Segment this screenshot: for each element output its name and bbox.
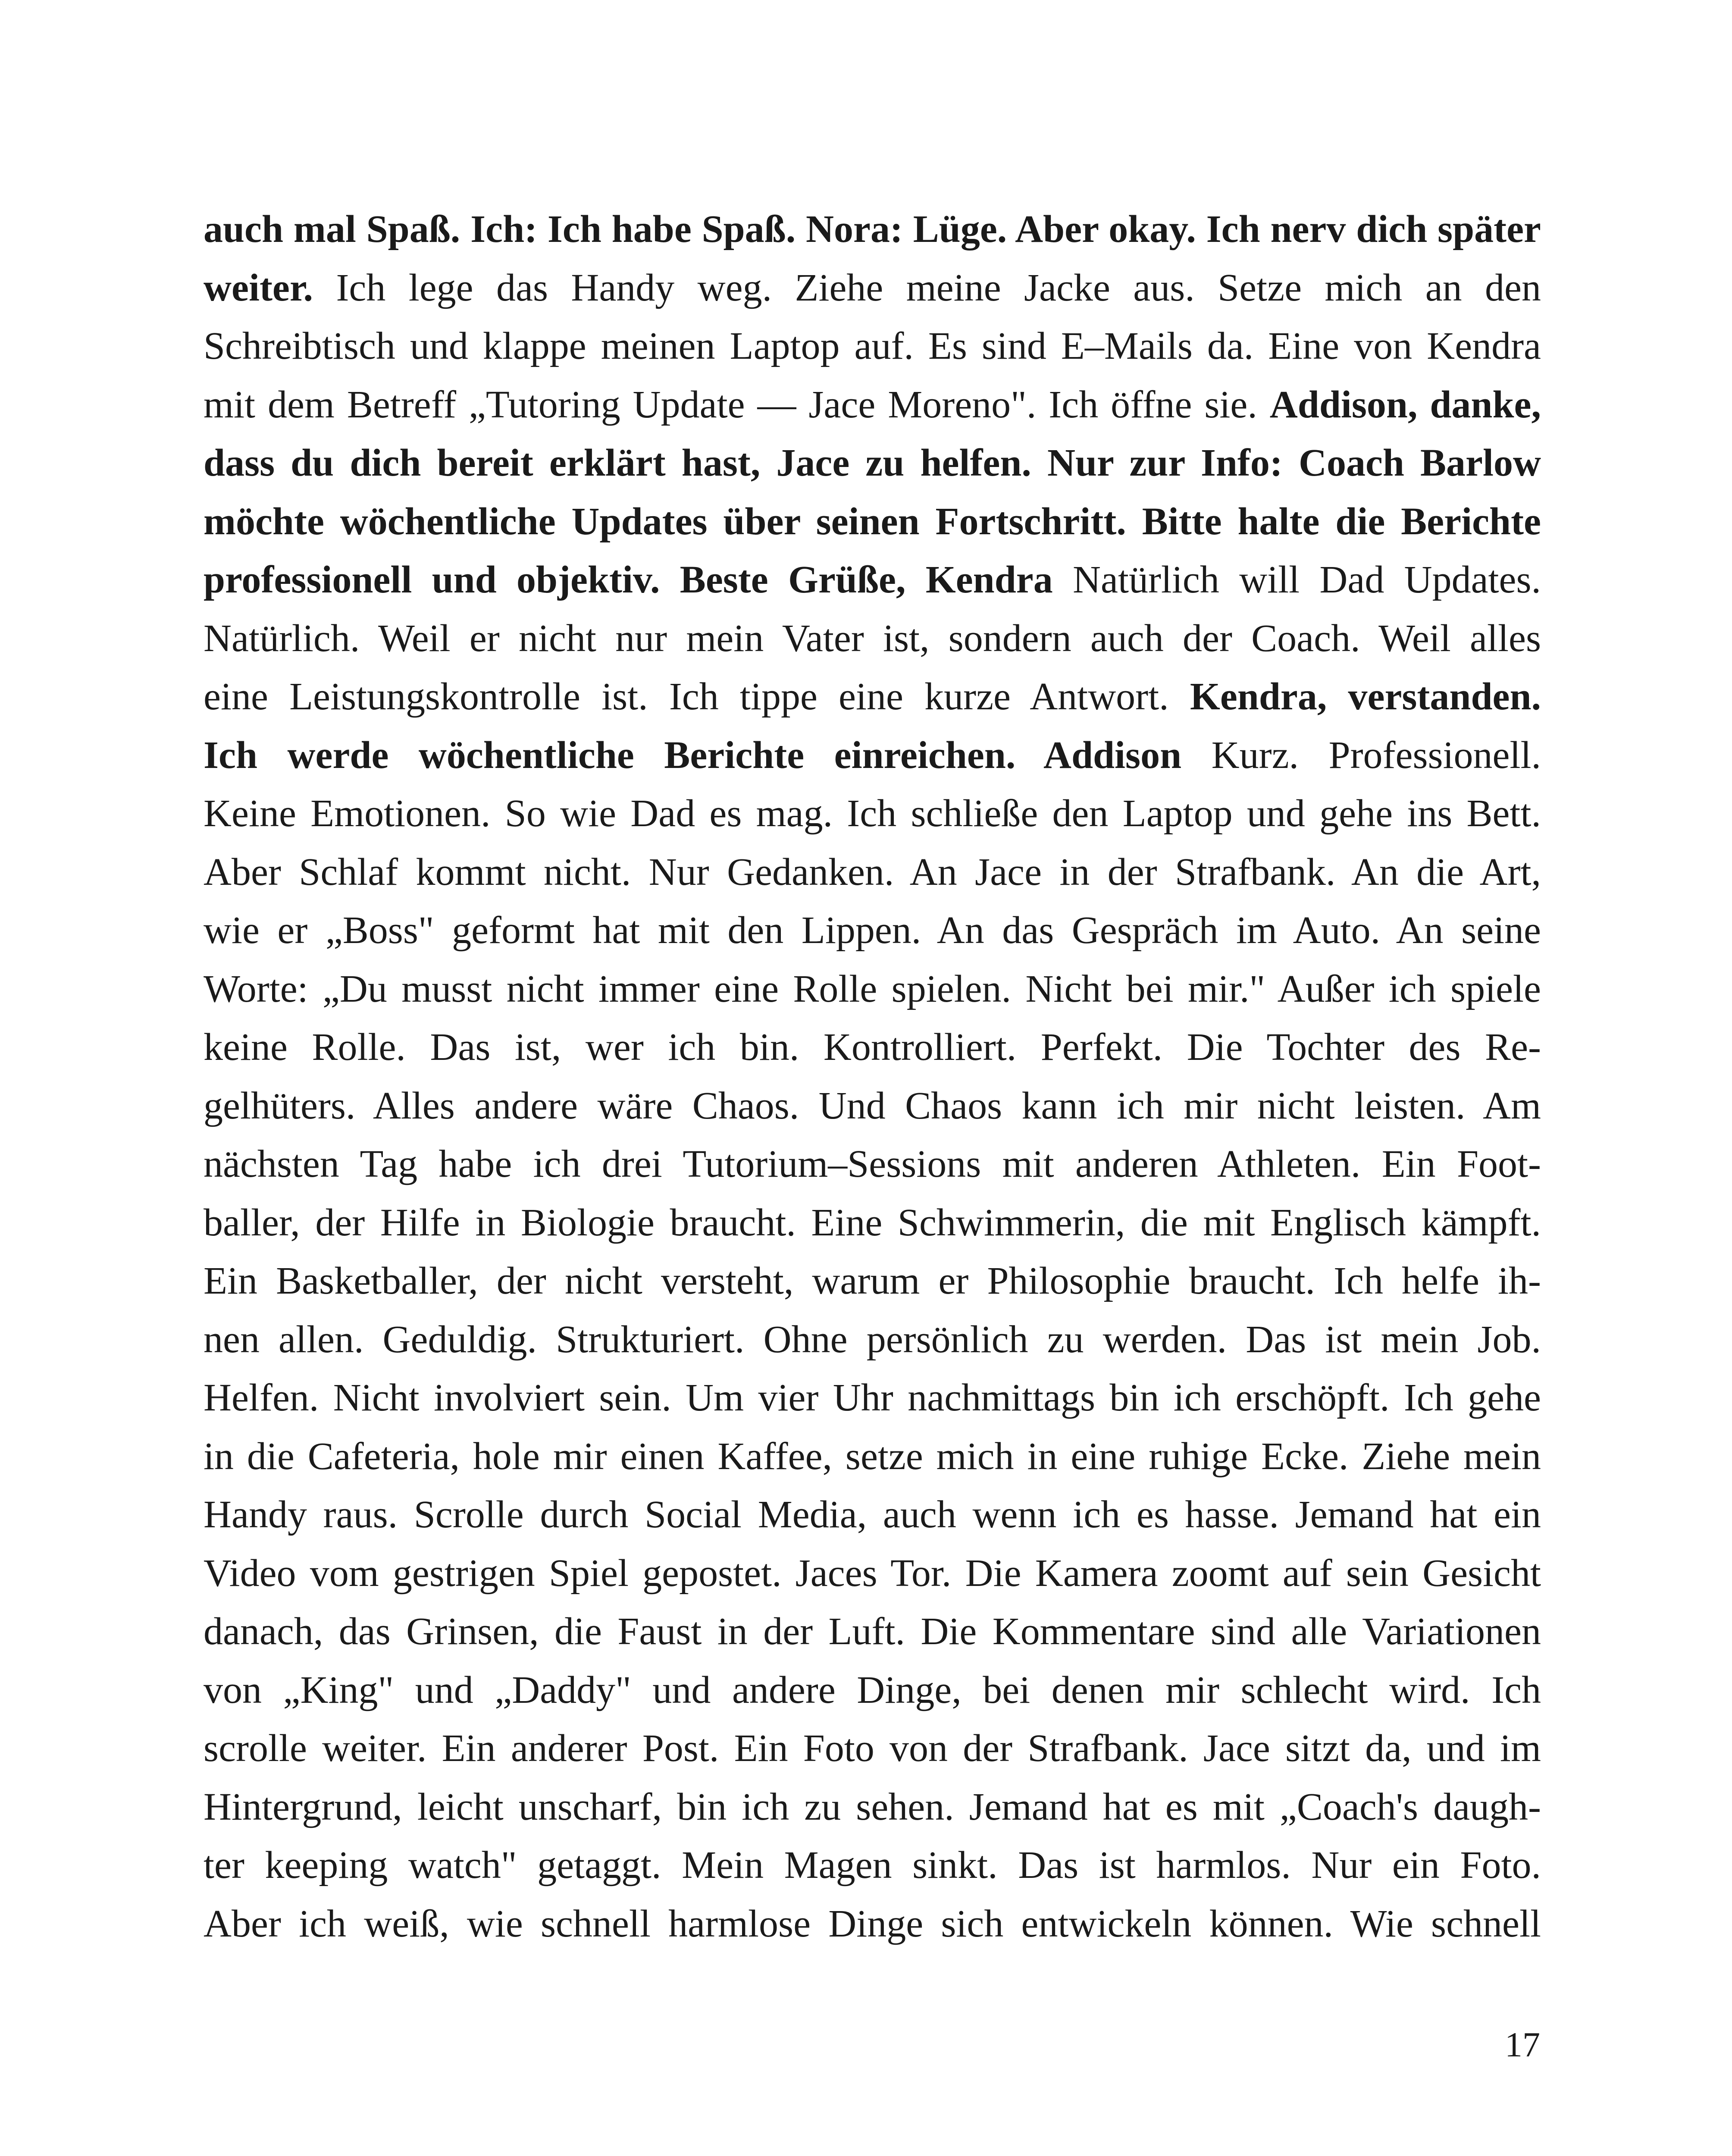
text-line [204, 1252, 1541, 1310]
page-number: 17 [1505, 2025, 1540, 2064]
text-segment: Aber ich weiß, wie schnell harmlose Dinge sich entwickeln können. Wie schnell [204, 1902, 1541, 1945]
text-line [204, 1194, 1541, 1252]
text-line [204, 1427, 1541, 1486]
text-segment: Aber Schlaf kommt nicht. Nur Gedanken. An Jace in der Strafbank. An die Art, [204, 850, 1541, 893]
text-line [204, 784, 1541, 843]
text-segment: Video vom gestrigen Spiel gepostet. Jaces Tor. Die Kamera zoomt auf sein Gesicht [204, 1551, 1541, 1595]
text-line [204, 551, 1541, 609]
bold-text-segment: professionell und objektiv. Beste Grüße, Kendra [204, 558, 1053, 601]
text-line [204, 1895, 1541, 1953]
text-segment: Natürlich will Dad Updates. [1052, 558, 1541, 601]
text-line [204, 1719, 1541, 1778]
text-segment: von „King" und „Daddy" und andere Dinge, bei denen mir schlecht wird. Ich [204, 1668, 1541, 1711]
text-line [204, 1778, 1541, 1836]
text-segment: in die Cafeteria, hole mir einen Kaffee, setze mich in eine ruhige Ecke. Ziehe mein [204, 1435, 1541, 1478]
text-line [204, 1602, 1541, 1661]
text-segment: nen allen. Geduldig. Strukturiert. Ohne persönlich zu werden. Das ist mein Job. [204, 1318, 1541, 1361]
text-segment: ter keeping watch" getaggt. Mein Magen sinkt. Das ist harmlos. Nur ein Foto. [204, 1844, 1541, 1887]
text-line [204, 492, 1541, 551]
text-segment: nächsten Tag habe ich drei Tutorium–Sessions mit anderen Athleten. Ein Foot- [204, 1143, 1541, 1185]
bold-text-segment: dass du dich bereit erklärt hast, Jace zu helfen. Nur zur Info: Coach Barlow [204, 442, 1541, 484]
text-line [204, 1836, 1541, 1895]
text-segment: danach, das Grinsen, die Faust in der Luft. Die Kommentare sind alle Variationen [204, 1610, 1541, 1653]
text-line [204, 1661, 1541, 1720]
text-segment: Helfen. Nicht involviert sein. Um vier Uhr nachmittags bin ich erschöpft. Ich gehe [204, 1376, 1541, 1419]
text-segment: scrolle weiter. Ein anderer Post. Ein Foto von der Strafbank. Jace sitzt da, und im [204, 1727, 1541, 1770]
bold-text-segment: Kendra, verstanden. [1190, 675, 1541, 718]
text-segment: baller, der Hilfe in Biologie braucht. Eine Schwimmerin, die mit Englisch kämpft. [204, 1201, 1541, 1244]
text-segment: Handy raus. Scrolle durch Social Media, auch wenn ich es hasse. Jemand hat ein [204, 1493, 1541, 1536]
text-line [204, 376, 1541, 434]
text-line [204, 901, 1541, 960]
bold-text-segment: Ich werde wöchentliche Berichte einreichen. Addison [204, 733, 1182, 777]
text-line [204, 434, 1541, 492]
text-line [204, 317, 1541, 376]
bold-text-segment: Addison, danke, [1269, 383, 1541, 426]
text-line [204, 1077, 1541, 1135]
text-segment: Kurz. Professionell. [1181, 733, 1541, 777]
text-line [204, 1310, 1541, 1369]
text-line [204, 960, 1541, 1018]
text-segment: Natürlich. Weil er nicht nur mein Vater ist, sondern auch der Coach. Weil alles [204, 617, 1541, 660]
text-segment: wie er „Boss" geformt hat mit den Lippen. An das Gespräch im Auto. An seine [204, 909, 1541, 952]
text-line [204, 667, 1541, 726]
body-text [204, 200, 1541, 2002]
text-segment: keine Rolle. Das ist, wer ich bin. Kontrolliert. Perfekt. Die Tochter des Re- [204, 1026, 1541, 1069]
text-segment: Schreibtisch und klappe meinen Laptop auf. Es sind E–Mails da. Eine von Kendra [204, 325, 1541, 367]
text-line [204, 1544, 1541, 1603]
text-line [204, 609, 1541, 668]
text-line [204, 1369, 1541, 1427]
text-segment: eine Leistungskontrolle ist. Ich tippe eine kurze Antwort. [204, 675, 1190, 718]
text-line [204, 1135, 1541, 1194]
text-segment: Ich lege das Handy weg. Ziehe meine Jacke aus. Setze mich an den [313, 266, 1541, 309]
text-line [204, 843, 1541, 902]
text-line [204, 726, 1541, 785]
text-line [204, 200, 1541, 259]
text-segment: gelhüters. Alles andere wäre Chaos. Und Chaos kann ich mir nicht leisten. Am [204, 1084, 1541, 1127]
bold-text-segment: auch mal Spaß. Ich: Ich habe Spaß. Nora: Lüge. Aber okay. Ich nerv dich später [204, 208, 1541, 251]
text-segment: mit dem Betreff „Tutoring Update — Jace Moreno". Ich öffne sie. [204, 383, 1270, 426]
bold-text-segment: möchte wöchentliche Updates über seinen Fortschritt. Bitte halte die Berichte [204, 500, 1541, 543]
text-line [204, 1485, 1541, 1544]
text-line [204, 259, 1541, 317]
text-segment: Hintergrund, leicht unscharf, bin ich zu sehen. Jemand hat es mit „Coach's daugh- [204, 1785, 1541, 1828]
text-segment: Ein Basketballer, der nicht versteht, warum er Philosophie braucht. Ich helfe ih- [204, 1260, 1541, 1302]
bold-text-segment: weiter. [204, 266, 313, 309]
text-line [204, 1018, 1541, 1077]
text-segment: Keine Emotionen. So wie Dad es mag. Ich schließe den Laptop und gehe ins Bett. [204, 792, 1541, 835]
text-segment: Worte: „Du musst nicht immer eine Rolle spielen. Nicht bei mir." Außer ich spiele [204, 967, 1541, 1010]
